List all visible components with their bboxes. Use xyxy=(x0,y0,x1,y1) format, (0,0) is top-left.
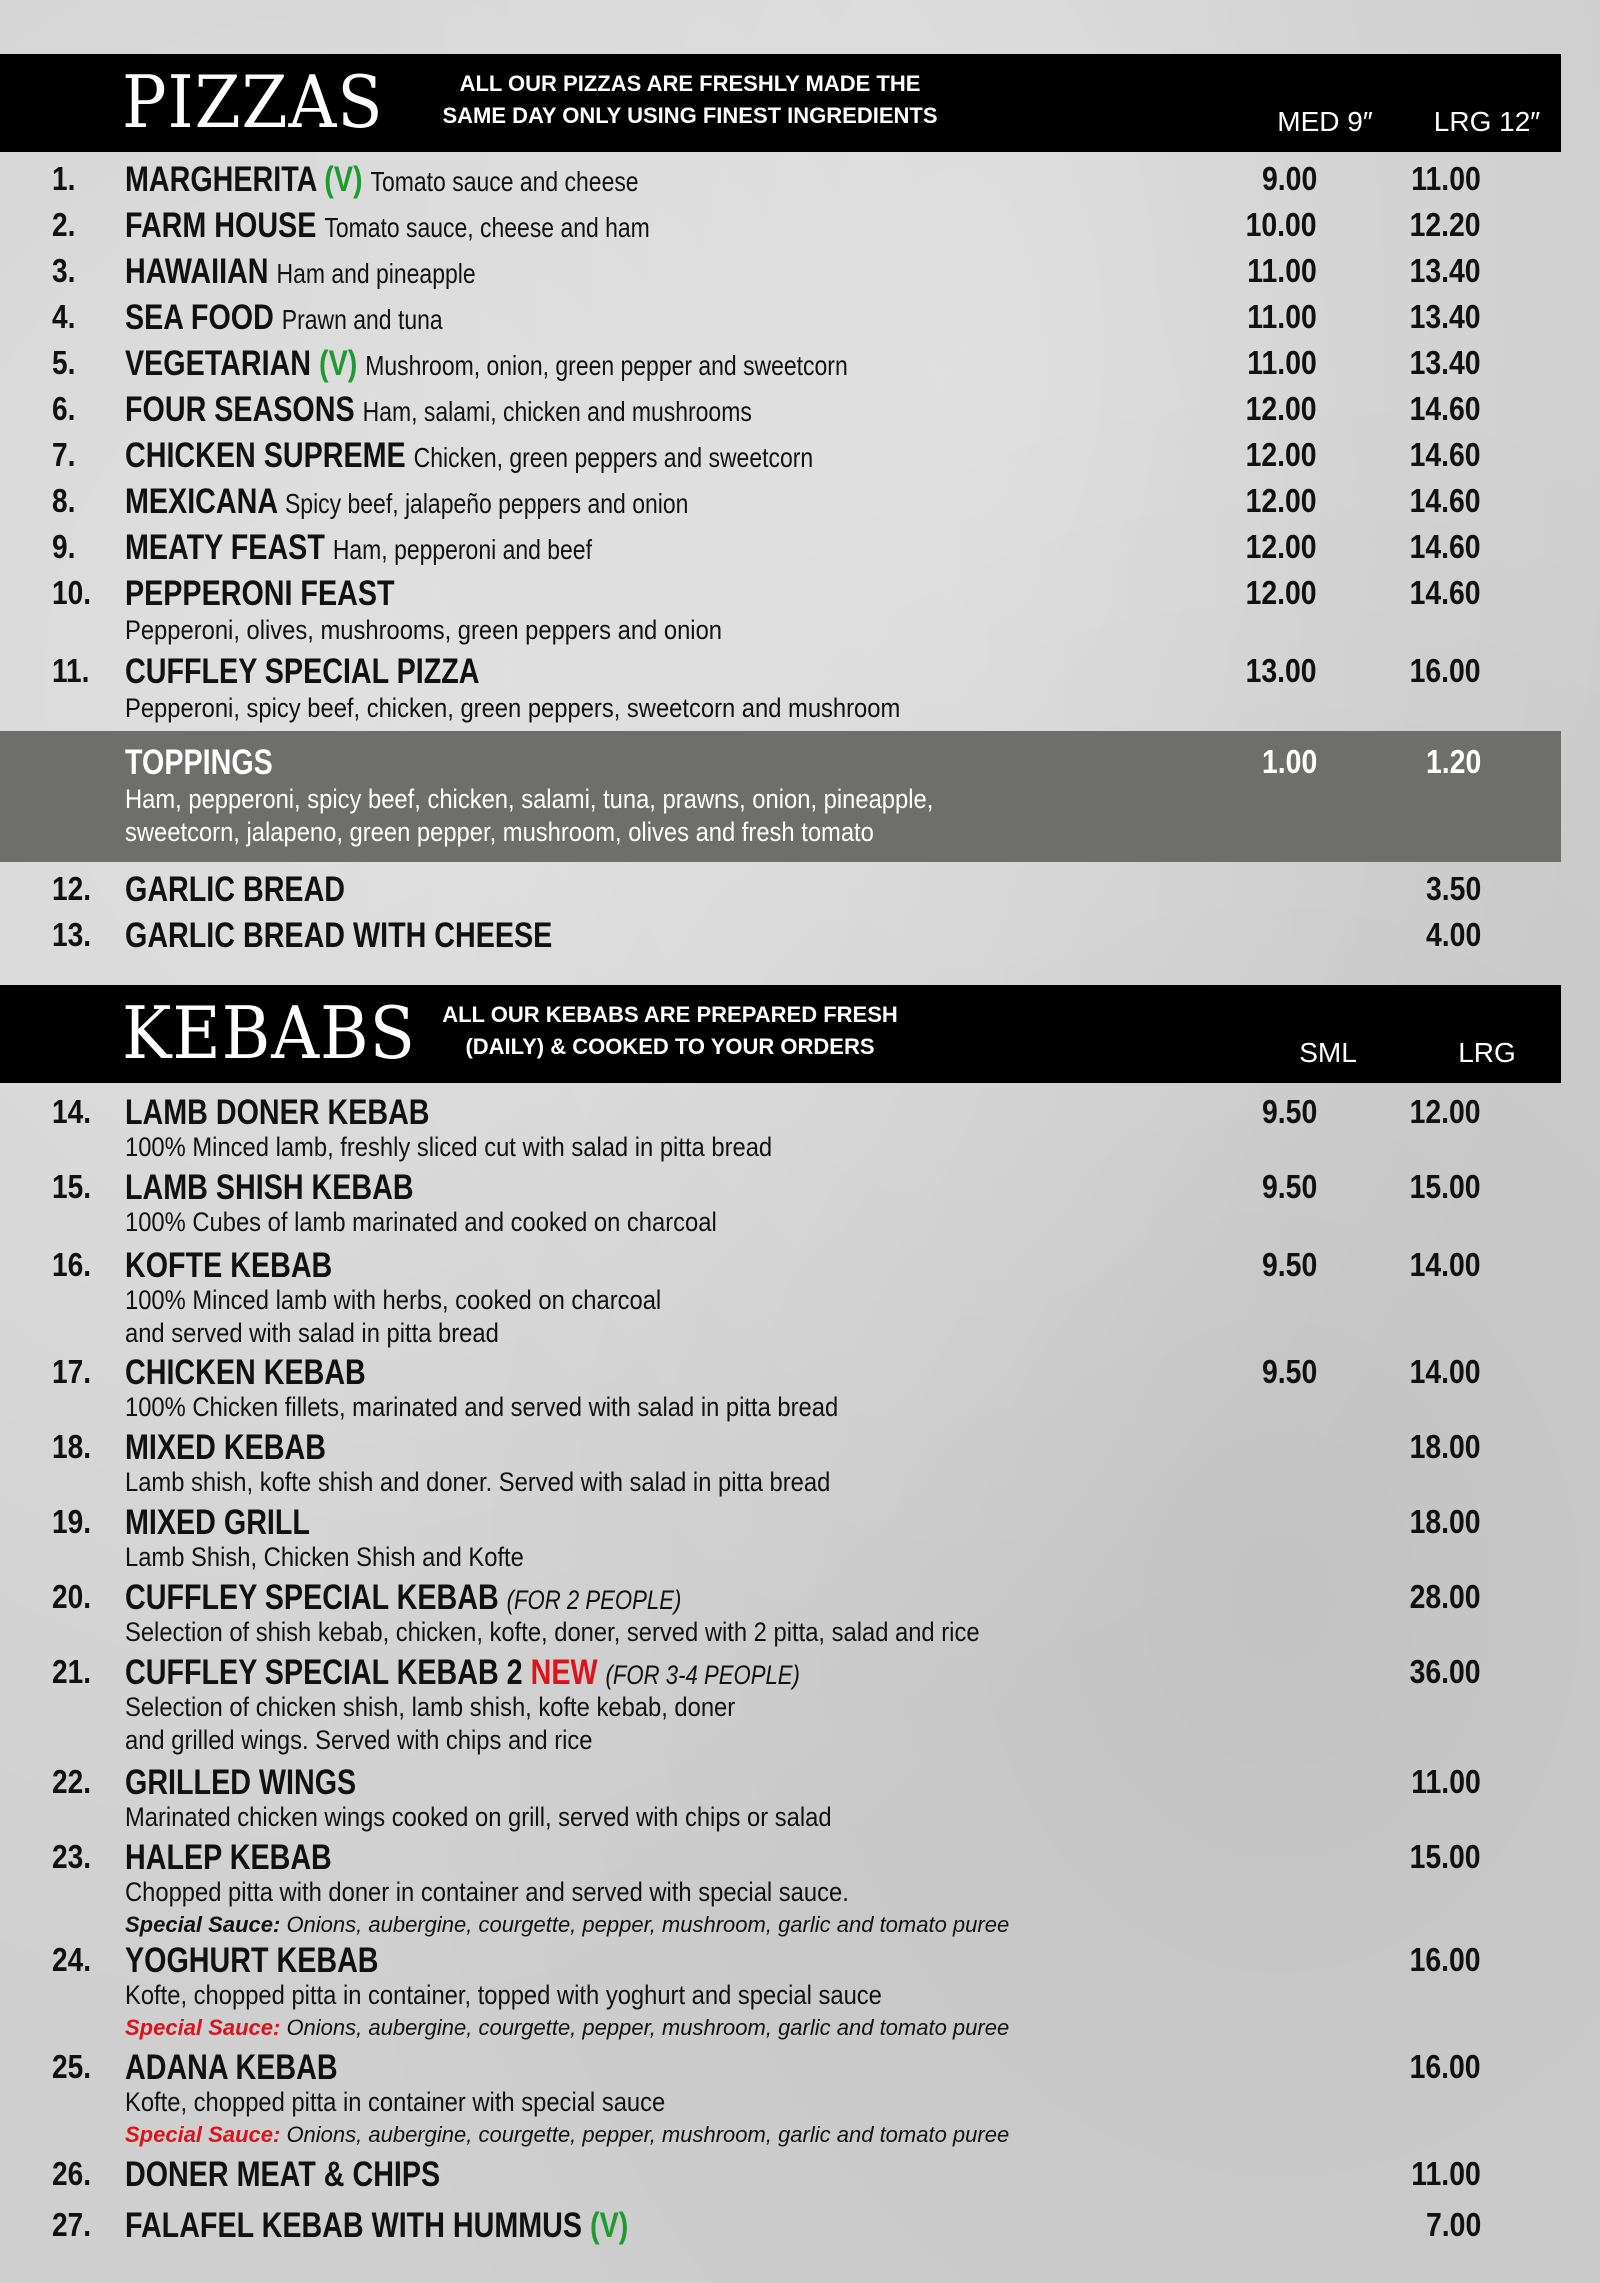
price-small: 9.50 xyxy=(1261,1168,1317,1205)
price-large: 15.00 xyxy=(1409,1168,1481,1205)
price-large: 13.40 xyxy=(1409,344,1481,381)
price-large: 14.60 xyxy=(1409,528,1481,565)
pizza-row xyxy=(0,252,1561,298)
item-description: Spicy beef, jalapeño peppers and onion xyxy=(284,488,689,519)
item-title: GARLIC BREAD xyxy=(125,870,346,909)
item-title: FOUR SEASONS xyxy=(125,390,355,429)
kebab-row xyxy=(0,2048,1561,2147)
item-description: Ham, pepperoni and beef xyxy=(332,534,592,565)
item-name xyxy=(125,916,552,956)
item-title: CUFFLEY SPECIAL PIZZA xyxy=(125,652,480,691)
pizzas-header xyxy=(0,54,1561,152)
item-description: Ham, salami, chicken and mushrooms xyxy=(362,396,752,427)
item-name xyxy=(125,436,813,476)
kebab-row xyxy=(0,1838,1561,1937)
serving-note: (FOR 2 PEOPLE) xyxy=(506,1585,682,1615)
price-medium: 13.00 xyxy=(1245,652,1317,689)
item-description: Marinated chicken wings cooked on grill, served with chips or salad xyxy=(125,1802,832,1832)
toppings-line2: sweetcorn, jalapeno, green pepper, mushroom, olives and fresh tomato xyxy=(125,817,874,847)
price-large: 28.00 xyxy=(1409,1578,1481,1615)
item-name xyxy=(125,1503,310,1543)
pizza-row xyxy=(0,160,1561,206)
price-small: 9.50 xyxy=(1261,1246,1317,1283)
item-title: ADANA KEBAB xyxy=(125,2048,338,2087)
pizza-row xyxy=(0,436,1561,482)
item-name xyxy=(125,298,443,338)
kebab-row xyxy=(0,2206,1561,2252)
item-name xyxy=(125,1941,379,1981)
item-number: 11. xyxy=(52,652,90,689)
item-description: Selection of chicken shish, lamb shish, kofte kebab, doner xyxy=(125,1692,736,1722)
price-large: 18.00 xyxy=(1409,1503,1481,1540)
special-sauce-label: Special Sauce: xyxy=(125,2015,281,2040)
item-number: 26. xyxy=(52,2155,91,2192)
kebabs-col-lrg: LRG xyxy=(1458,1037,1516,1068)
item-name xyxy=(125,1168,414,1208)
item-title: MEATY FEAST xyxy=(125,528,325,567)
item-name xyxy=(125,2206,628,2246)
price-large: 14.00 xyxy=(1409,1353,1481,1390)
item-number: 18. xyxy=(52,1428,91,1465)
item-description: Lamb shish, kofte shish and doner. Served with salad in pitta bread xyxy=(125,1467,831,1497)
item-title: GARLIC BREAD WITH CHEESE xyxy=(125,916,553,955)
item-number: 3. xyxy=(52,252,76,289)
item-title: CHICKEN KEBAB xyxy=(125,1353,366,1392)
item-name xyxy=(125,870,345,910)
pizzas-subtitle xyxy=(430,68,950,132)
item-description: Kofte, chopped pitta in container with special sauce xyxy=(125,2087,666,2117)
item-description: Pepperoni, spicy beef, chicken, green peppers, sweetcorn and mushroom xyxy=(125,693,901,723)
item-title: PEPPERONI FEAST xyxy=(125,574,395,613)
price-large: 13.40 xyxy=(1409,252,1481,289)
price-medium: 12.00 xyxy=(1245,574,1317,611)
price-large: 3.50 xyxy=(1425,870,1481,907)
item-number: 6. xyxy=(52,390,76,427)
kebab-row xyxy=(0,1578,1561,1647)
item-number: 17. xyxy=(52,1353,91,1390)
item-name xyxy=(125,2155,440,2195)
item-name xyxy=(125,574,395,614)
item-description: Selection of shish kebab, chicken, kofte, doner, served with 2 pitta, salad and rice xyxy=(125,1617,980,1647)
toppings-line1: Ham, pepperoni, spicy beef, chicken, salami, tuna, prawns, onion, pineapple, xyxy=(125,784,934,814)
item-description: and served with salad in pitta bread xyxy=(125,1318,499,1348)
price-large: 4.00 xyxy=(1425,916,1481,953)
special-sauce-text: Onions, aubergine, courgette, pepper, mushroom, garlic and tomato puree xyxy=(286,2015,1010,2040)
item-description: Mushroom, onion, green pepper and sweetcorn xyxy=(365,350,848,381)
item-name xyxy=(125,206,650,246)
item-number: 4. xyxy=(52,298,76,335)
item-title: MIXED GRILL xyxy=(125,1503,310,1542)
item-title: DONER MEAT & CHIPS xyxy=(125,2155,441,2194)
item-name xyxy=(125,1093,430,1133)
item-description: Tomato sauce, cheese and ham xyxy=(324,212,650,243)
item-number: 15. xyxy=(52,1168,91,1205)
special-sauce-label: Special Sauce: xyxy=(125,1912,281,1937)
kebab-row xyxy=(0,1246,1561,1348)
item-number: 12. xyxy=(52,870,91,907)
price-large: 36.00 xyxy=(1409,1653,1481,1690)
item-number: 13. xyxy=(52,916,91,953)
pizza-row xyxy=(0,390,1561,436)
item-number: 16. xyxy=(52,1246,91,1283)
pizza-row xyxy=(0,528,1561,574)
item-number: 19. xyxy=(52,1503,91,1540)
kebabs-subtitle xyxy=(420,999,920,1063)
pizzas-subtitle-line2: SAME DAY ONLY USING FINEST INGREDIENTS xyxy=(442,103,938,128)
item-description: Chicken, green peppers and sweetcorn xyxy=(413,442,814,473)
kebab-row xyxy=(0,1168,1561,1237)
item-number: 1. xyxy=(52,160,76,197)
pizzas-title: PIZZAS xyxy=(122,60,384,144)
kebabs-title: KEBABS xyxy=(122,991,416,1075)
kebab-row xyxy=(0,1941,1561,2040)
item-title: CUFFLEY SPECIAL KEBAB xyxy=(125,1578,499,1617)
item-title: LAMB SHISH KEBAB xyxy=(125,1168,414,1207)
item-name xyxy=(125,1428,326,1468)
price-large: 15.00 xyxy=(1409,1838,1481,1875)
price-large: 12.20 xyxy=(1409,206,1481,243)
item-description: Lamb Shish, Chicken Shish and Kofte xyxy=(125,1542,524,1572)
item-title: CHICKEN SUPREME xyxy=(125,436,406,475)
price-medium: 12.00 xyxy=(1245,390,1317,427)
price-large: 14.60 xyxy=(1409,390,1481,427)
price-large: 16.00 xyxy=(1409,1941,1481,1978)
price-large: 14.60 xyxy=(1409,482,1481,519)
kebab-row xyxy=(0,1653,1561,1755)
item-number: 10. xyxy=(52,574,91,611)
item-title: FARM HOUSE xyxy=(125,206,317,245)
item-name xyxy=(125,1353,366,1393)
pizzas-subtitle-line1: ALL OUR PIZZAS ARE FRESHLY MADE THE xyxy=(459,71,921,96)
serving-note: (FOR 3-4 PEOPLE) xyxy=(605,1660,800,1690)
item-description: Kofte, chopped pitta in container, topped with yoghurt and special sauce xyxy=(125,1980,882,2010)
pizza-row xyxy=(0,344,1561,390)
item-title: GRILLED WINGS xyxy=(125,1763,357,1802)
special-sauce xyxy=(125,2121,1009,2149)
kebabs-header xyxy=(0,985,1561,1083)
item-title: HAWAIIAN xyxy=(125,252,269,291)
item-description: 100% Cubes of lamb marinated and cooked on charcoal xyxy=(125,1207,717,1237)
item-title: KOFTE KEBAB xyxy=(125,1246,333,1285)
item-number: 20. xyxy=(52,1578,91,1615)
toppings-band xyxy=(0,731,1561,862)
item-number: 8. xyxy=(52,482,76,519)
item-description: Chopped pitta with doner in container and served with special sauce. xyxy=(125,1877,849,1907)
item-number: 27. xyxy=(52,2206,91,2243)
item-name xyxy=(125,160,639,200)
price-large: 11.00 xyxy=(1411,1763,1481,1800)
toppings-title: TOPPINGS xyxy=(125,743,273,782)
kebab-row xyxy=(0,1503,1561,1572)
item-title: YOGHURT KEBAB xyxy=(125,1941,379,1980)
price-large: 12.00 xyxy=(1409,1093,1481,1130)
item-title: LAMB DONER KEBAB xyxy=(125,1093,430,1132)
item-description: Tomato sauce and cheese xyxy=(370,166,639,197)
item-number: 23. xyxy=(52,1838,91,1875)
price-medium: 12.00 xyxy=(1245,528,1317,565)
special-sauce-text: Onions, aubergine, courgette, pepper, mushroom, garlic and tomato puree xyxy=(286,1912,1010,1937)
item-number: 14. xyxy=(52,1093,91,1130)
item-name xyxy=(125,1763,356,1803)
kebab-row xyxy=(0,1093,1561,1162)
item-name xyxy=(125,344,848,384)
item-number: 22. xyxy=(52,1763,91,1800)
item-name xyxy=(125,252,476,292)
kebab-row xyxy=(0,1353,1561,1422)
extra-row xyxy=(0,870,1561,916)
kebabs-subtitle-line1: ALL OUR KEBABS ARE PREPARED FRESH xyxy=(442,1002,898,1027)
pizza-row xyxy=(0,298,1561,344)
pizzas-col-med: MED 9″ xyxy=(1277,106,1373,137)
item-number: 21. xyxy=(52,1653,91,1690)
kebab-row xyxy=(0,2155,1561,2201)
special-sauce-text: Onions, aubergine, courgette, pepper, mushroom, garlic and tomato puree xyxy=(286,2122,1010,2147)
kebab-row xyxy=(0,1428,1561,1497)
item-name xyxy=(125,2048,338,2088)
special-sauce xyxy=(125,2014,1009,2042)
item-name xyxy=(125,390,752,430)
item-title: FALAFEL KEBAB WITH HUMMUS xyxy=(125,2206,583,2245)
item-name xyxy=(125,482,688,522)
item-description: and grilled wings. Served with chips and rice xyxy=(125,1725,593,1755)
kebabs-subtitle-line2: (DAILY) & COOKED TO YOUR ORDERS xyxy=(465,1034,875,1059)
item-name xyxy=(125,528,592,568)
price-medium: 11.00 xyxy=(1247,252,1317,289)
price-large: 18.00 xyxy=(1409,1428,1481,1465)
price-large: 16.00 xyxy=(1409,652,1481,689)
pizza-row xyxy=(0,574,1561,645)
vegetarian-badge: (V) xyxy=(324,160,363,199)
toppings-price-lrg: 1.20 xyxy=(1425,743,1481,780)
pizza-row xyxy=(0,206,1561,252)
price-large: 13.40 xyxy=(1409,298,1481,335)
price-large: 16.00 xyxy=(1409,2048,1481,2085)
item-number: 25. xyxy=(52,2048,91,2085)
item-name xyxy=(125,652,480,692)
pizza-row xyxy=(0,482,1561,528)
item-title: MARGHERITA xyxy=(125,160,317,199)
item-name xyxy=(125,1246,332,1286)
vegetarian-badge: (V) xyxy=(319,344,358,383)
price-large: 14.60 xyxy=(1409,574,1481,611)
price-large: 14.00 xyxy=(1409,1246,1481,1283)
price-large: 14.60 xyxy=(1409,436,1481,473)
price-medium: 11.00 xyxy=(1247,298,1317,335)
vegetarian-badge: (V) xyxy=(590,2206,629,2245)
pizzas-col-lrg: LRG 12″ xyxy=(1433,106,1541,137)
item-description: Prawn and tuna xyxy=(281,304,443,335)
item-title: MEXICANA xyxy=(125,482,278,521)
item-description: Ham and pineapple xyxy=(276,258,476,289)
item-title: CUFFLEY SPECIAL KEBAB 2 xyxy=(125,1653,523,1692)
price-medium: 9.00 xyxy=(1261,160,1317,197)
price-large: 11.00 xyxy=(1411,2155,1481,2192)
price-large: 7.00 xyxy=(1425,2206,1481,2243)
item-title: MIXED KEBAB xyxy=(125,1428,326,1467)
item-number: 5. xyxy=(52,344,76,381)
item-title: VEGETARIAN xyxy=(125,344,312,383)
item-name xyxy=(125,1653,800,1693)
price-small: 9.50 xyxy=(1261,1093,1317,1130)
item-description: 100% Minced lamb with herbs, cooked on charcoal xyxy=(125,1285,662,1315)
item-title: SEA FOOD xyxy=(125,298,274,337)
item-number: 7. xyxy=(52,436,76,473)
kebab-row xyxy=(0,1763,1561,1832)
pizza-row xyxy=(0,652,1561,723)
price-large: 11.00 xyxy=(1411,160,1481,197)
kebabs-col-sml: SML xyxy=(1299,1037,1357,1068)
price-medium: 11.00 xyxy=(1247,344,1317,381)
new-badge: NEW xyxy=(530,1653,598,1692)
special-sauce xyxy=(125,1911,1009,1939)
price-medium: 10.00 xyxy=(1245,206,1317,243)
item-description: Pepperoni, olives, mushrooms, green peppers and onion xyxy=(125,615,723,645)
toppings-price-med: 1.00 xyxy=(1261,743,1317,780)
extra-row xyxy=(0,916,1561,962)
price-medium: 12.00 xyxy=(1245,436,1317,473)
item-name xyxy=(125,1578,681,1618)
price-medium: 12.00 xyxy=(1245,482,1317,519)
item-title: HALEP KEBAB xyxy=(125,1838,332,1877)
item-description: 100% Chicken fillets, marinated and served with salad in pitta bread xyxy=(125,1392,839,1422)
special-sauce-label: Special Sauce: xyxy=(125,2122,281,2147)
item-name xyxy=(125,1838,332,1878)
price-small: 9.50 xyxy=(1261,1353,1317,1390)
item-number: 24. xyxy=(52,1941,91,1978)
item-number: 2. xyxy=(52,206,76,243)
item-description: 100% Minced lamb, freshly sliced cut with salad in pitta bread xyxy=(125,1132,773,1162)
item-number: 9. xyxy=(52,528,76,565)
